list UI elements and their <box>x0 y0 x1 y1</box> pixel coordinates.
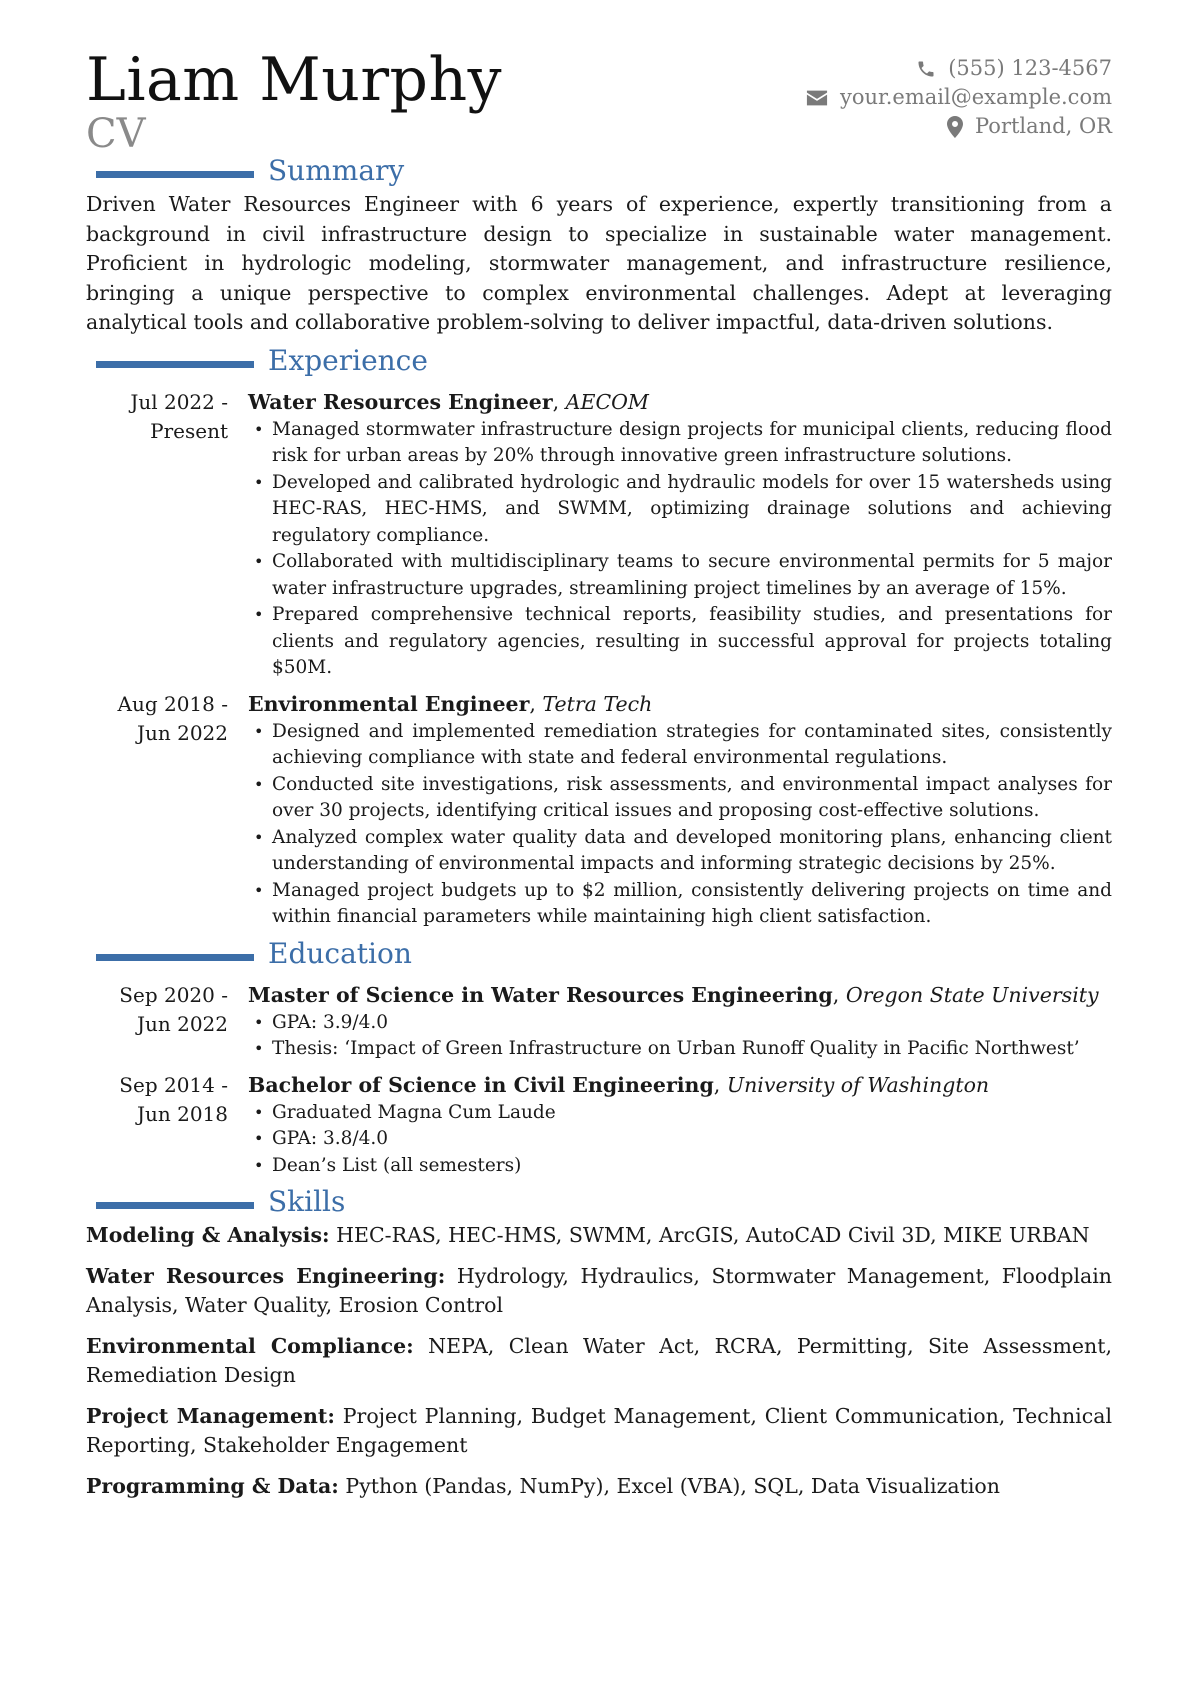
skills-heading <box>86 1185 1112 1221</box>
entry-role: Bachelor of Science in Civil Engineering <box>248 1072 714 1097</box>
bullet-item: • GPA: 3.9/4.0 <box>248 1010 1112 1037</box>
skill-line <box>86 1332 1112 1391</box>
entry-date: Sep 2014 - Jun 2018 <box>119 1072 228 1126</box>
skill-label: Water Resources Engineering: <box>86 1263 446 1288</box>
skill-value: Hydrology, Hydraulics, Stormwater Management, Floodplain Analysis, Water Quality, Erosion Control <box>86 1263 1112 1317</box>
section-title: Summary <box>268 154 405 187</box>
bullet-item: • Thesis: ‘Impact of Green Infrastructure on Urban Runoff Quality in Pacific Northwest’ <box>248 1036 1112 1063</box>
bullet-item: • Managed stormwater infrastructure design projects for municipal clients, reducing flood risk for urban areas by 20% through innovative green infrastructure solutions. <box>248 417 1112 470</box>
skill-value: HEC-RAS, HEC-HMS, SWMM, ArcGIS, AutoCAD Civil 3D, MIKE URBAN <box>336 1223 1090 1247</box>
skill-value: Python (Pandas, NumPy), Excel (VBA), SQL, Data Visualization <box>345 1473 1000 1498</box>
phone-icon <box>916 59 936 79</box>
section-title: Education <box>268 936 412 970</box>
envelope-icon <box>806 89 828 107</box>
entry-org: Tetra Tech <box>542 691 653 716</box>
skill-value: Project Planning, Budget Management, Client Communication, Technical Reporting, Stakeholder Engagement <box>86 1403 1112 1457</box>
skill-line <box>86 1221 1112 1251</box>
entry-bullets <box>248 1100 1112 1180</box>
contact-email[interactable] <box>806 83 1112 112</box>
entry-role: Water Resources Engineer <box>248 389 553 414</box>
entry-role: Master of Science in Water Resources Engineering <box>248 982 833 1007</box>
entry-date: Aug 2018 - Jun 2022 <box>117 691 228 745</box>
bullet-item: • Developed and calibrated hydrologic and hydraulic models for over 15 watersheds using HEC-RAS, HEC-HMS, and SWMM, optimizing drainage solutions and achieving regulatory compliance. <box>248 470 1112 550</box>
skill-label: Project Management: <box>86 1403 335 1428</box>
experience-entry <box>86 388 1112 682</box>
section-bar <box>96 361 254 368</box>
entry-date: Sep 2020 - Jun 2022 <box>119 982 228 1036</box>
entry-org: University of Washington <box>726 1072 990 1097</box>
skill-label: Environmental Compliance: <box>86 1333 414 1358</box>
section-title: Experience <box>268 343 428 377</box>
cv-page <box>86 40 1112 1512</box>
phone-number: (555) 123-4567 <box>948 56 1112 80</box>
bullet-item: • Prepared comprehensive technical reports, feasibility studies, and presentations for clients and regulatory agencies, resulting in successful approval for projects totaling $50M. <box>248 602 1112 682</box>
summary-heading <box>86 154 1112 190</box>
entry-org: AECOM <box>565 389 649 414</box>
contact-block <box>806 54 1112 141</box>
summary-text: Driven Water Resources Engineer with 6 years of experience, expertly transitioning from a background in civil infrastructure design to specialize in sustainable water management. Proficient in hydrologic modeling, stormwater management, and infrastructure resilience, bringing a unique perspective to complex environmental challenges. Adept at leveraging analytical tools and collaborative problem-solving to deliver impactful, data-driven solutions. <box>86 192 1112 334</box>
entry-title: Master of Science in Water Resources Engineering, Oregon State University <box>248 982 1099 1007</box>
contact-phone[interactable] <box>806 54 1112 83</box>
email-address: your.email@example.com <box>839 85 1112 109</box>
bullet-item: • Designed and implemented remediation strategies for contaminated sites, consistently achieving compliance with state and federal environmental regulations. <box>248 719 1112 772</box>
entry-bullets <box>248 417 1112 682</box>
experience-entry <box>86 690 1112 931</box>
education-entry <box>86 1071 1112 1180</box>
experience-heading <box>86 344 1112 380</box>
bullet-item: • Analyzed complex water quality data and developed monitoring plans, enhancing client understanding of environmental impacts and informing strategic decisions by 25%. <box>248 825 1112 878</box>
entry-title: Environmental Engineer, Tetra Tech <box>248 691 653 716</box>
section-title: Skills <box>268 1185 346 1218</box>
bullet-item: • Managed project budgets up to $2 million, consistently delivering projects on time and within financial parameters while maintaining high client satisfaction. <box>248 878 1112 931</box>
skill-line <box>86 1472 1112 1502</box>
entry-role: Environmental Engineer <box>248 691 530 716</box>
skill-label: Modeling & Analysis: <box>86 1223 330 1247</box>
entry-bullets <box>248 1010 1112 1063</box>
cv-header <box>86 40 1112 158</box>
skill-line <box>86 1402 1112 1461</box>
map-pin-icon <box>947 116 963 138</box>
bullet-item: • Graduated Magna Cum Laude <box>248 1100 1112 1127</box>
skill-value: NEPA, Clean Water Act, RCRA, Permitting, Site Assessment, Remediation Design <box>86 1333 1112 1387</box>
entry-title: Bachelor of Science in Civil Engineering, University of Washington <box>248 1072 990 1097</box>
location-text: Portland, OR <box>975 114 1112 138</box>
skill-line <box>86 1262 1112 1321</box>
document-subtitle: CV <box>86 111 146 157</box>
entry-date: Jul 2022 - Present <box>130 389 228 443</box>
bullet-item: • Collaborated with multidisciplinary teams to secure environmental permits for 5 major water infrastructure upgrades, streamlining project timelines by an average of 15%. <box>248 549 1112 602</box>
bullet-item: • Conducted site investigations, risk assessments, and environmental impact analyses for over 30 projects, identifying critical issues and proposing cost-effective solutions. <box>248 772 1112 825</box>
skill-label: Programming & Data: <box>86 1473 339 1498</box>
contact-location <box>806 112 1112 141</box>
entry-org: Oregon State University <box>845 982 1099 1007</box>
section-bar <box>96 954 254 961</box>
person-name: Liam Murphy <box>86 45 502 115</box>
section-bar <box>96 1202 254 1209</box>
section-bar <box>96 171 254 178</box>
entry-title: Water Resources Engineer, AECOM <box>248 389 649 414</box>
bullet-item: • Dean’s List (all semesters) <box>248 1153 1112 1180</box>
education-entry <box>86 981 1112 1063</box>
bullet-item: • GPA: 3.8/4.0 <box>248 1126 1112 1153</box>
entry-bullets <box>248 719 1112 931</box>
education-heading <box>86 937 1112 973</box>
